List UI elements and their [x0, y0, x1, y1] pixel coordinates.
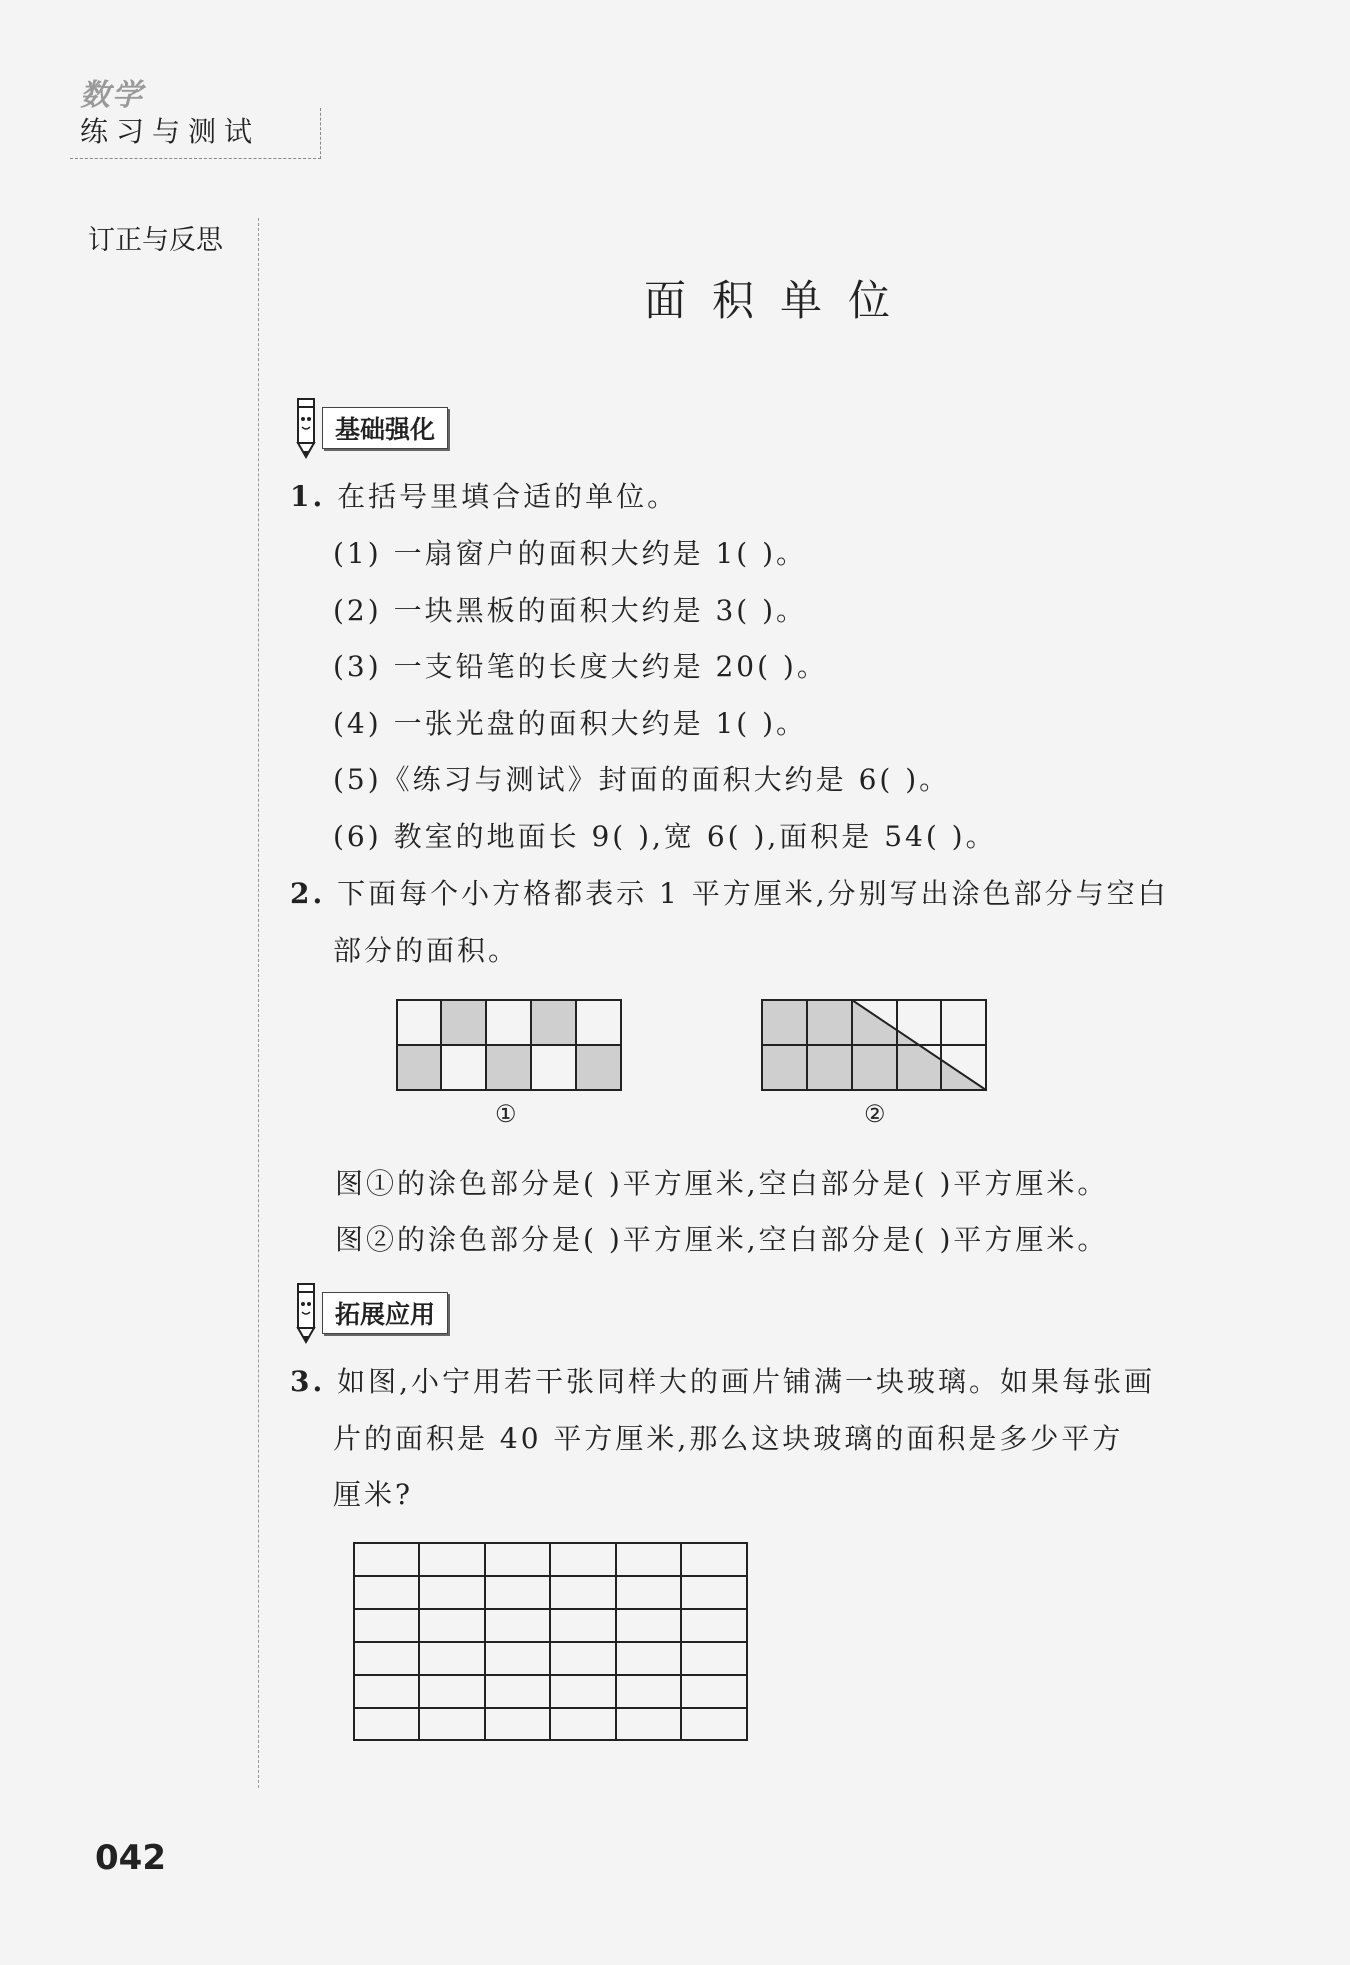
question-1-stem: [290, 475, 678, 515]
pencil-icon: [292, 395, 320, 461]
section-header-basic: [292, 408, 448, 448]
question-2-stem: [290, 872, 1169, 912]
question-text: 片的面积是 40 平方厘米,那么这块玻璃的面积是多少平方: [333, 1422, 1124, 1455]
pencil-icon: [292, 1280, 320, 1346]
question-text: 在括号里填合适的单位。: [337, 480, 679, 513]
q1-item: (1) 一扇窗户的面积大约是 1( )。: [333, 537, 808, 570]
q1-item: (2) 一块黑板的面积大约是 3( )。: [333, 594, 808, 627]
question-text: 厘米?: [333, 1478, 414, 1511]
question-number: 3.: [290, 1365, 326, 1398]
question-text: 如图,小宁用若干张同样大的画片铺满一块玻璃。如果每张画: [337, 1365, 1156, 1398]
sidebar-divider: [258, 218, 259, 1788]
sidebar-label: 订正与反思: [88, 225, 223, 256]
book-title: 练习与测试: [80, 115, 261, 148]
page-title: 面积单位: [643, 276, 916, 325]
q2-answer-1: 图①的涂色部分是( )平方厘米,空白部分是( )平方厘米。: [335, 1167, 1109, 1200]
figure-1-grid: [395, 998, 625, 1094]
section-label: 基础强化: [322, 407, 448, 449]
question-3-stem: [290, 1360, 1155, 1400]
q2-answer-2: 图②的涂色部分是( )平方厘米,空白部分是( )平方厘米。: [335, 1223, 1109, 1256]
question-number: 2.: [290, 877, 326, 910]
figure-2-label: ②: [864, 1100, 886, 1128]
question-number: 1.: [290, 480, 326, 513]
q1-item: (5)《练习与测试》封面的面积大约是 6( )。: [333, 763, 951, 796]
section-header-extension: [292, 1293, 448, 1333]
figure-2-grid: [760, 998, 992, 1094]
glass-grid: [352, 1541, 750, 1743]
question-text: 部分的面积。: [333, 934, 520, 967]
q1-item: (4) 一张光盘的面积大约是 1( )。: [333, 707, 808, 740]
q1-item: (6) 教室的地面长 9( ),宽 6( ),面积是 54( )。: [333, 820, 997, 853]
q1-item: (3) 一支铅笔的长度大约是 20( )。: [333, 650, 828, 683]
figure-1-label: ①: [495, 1100, 517, 1128]
section-label: 拓展应用: [322, 1292, 448, 1334]
page-number: 042: [95, 1838, 166, 1878]
subject-label: 数学: [80, 78, 144, 113]
question-text: 下面每个小方格都表示 1 平方厘米,分别写出涂色部分与空白: [337, 877, 1169, 910]
